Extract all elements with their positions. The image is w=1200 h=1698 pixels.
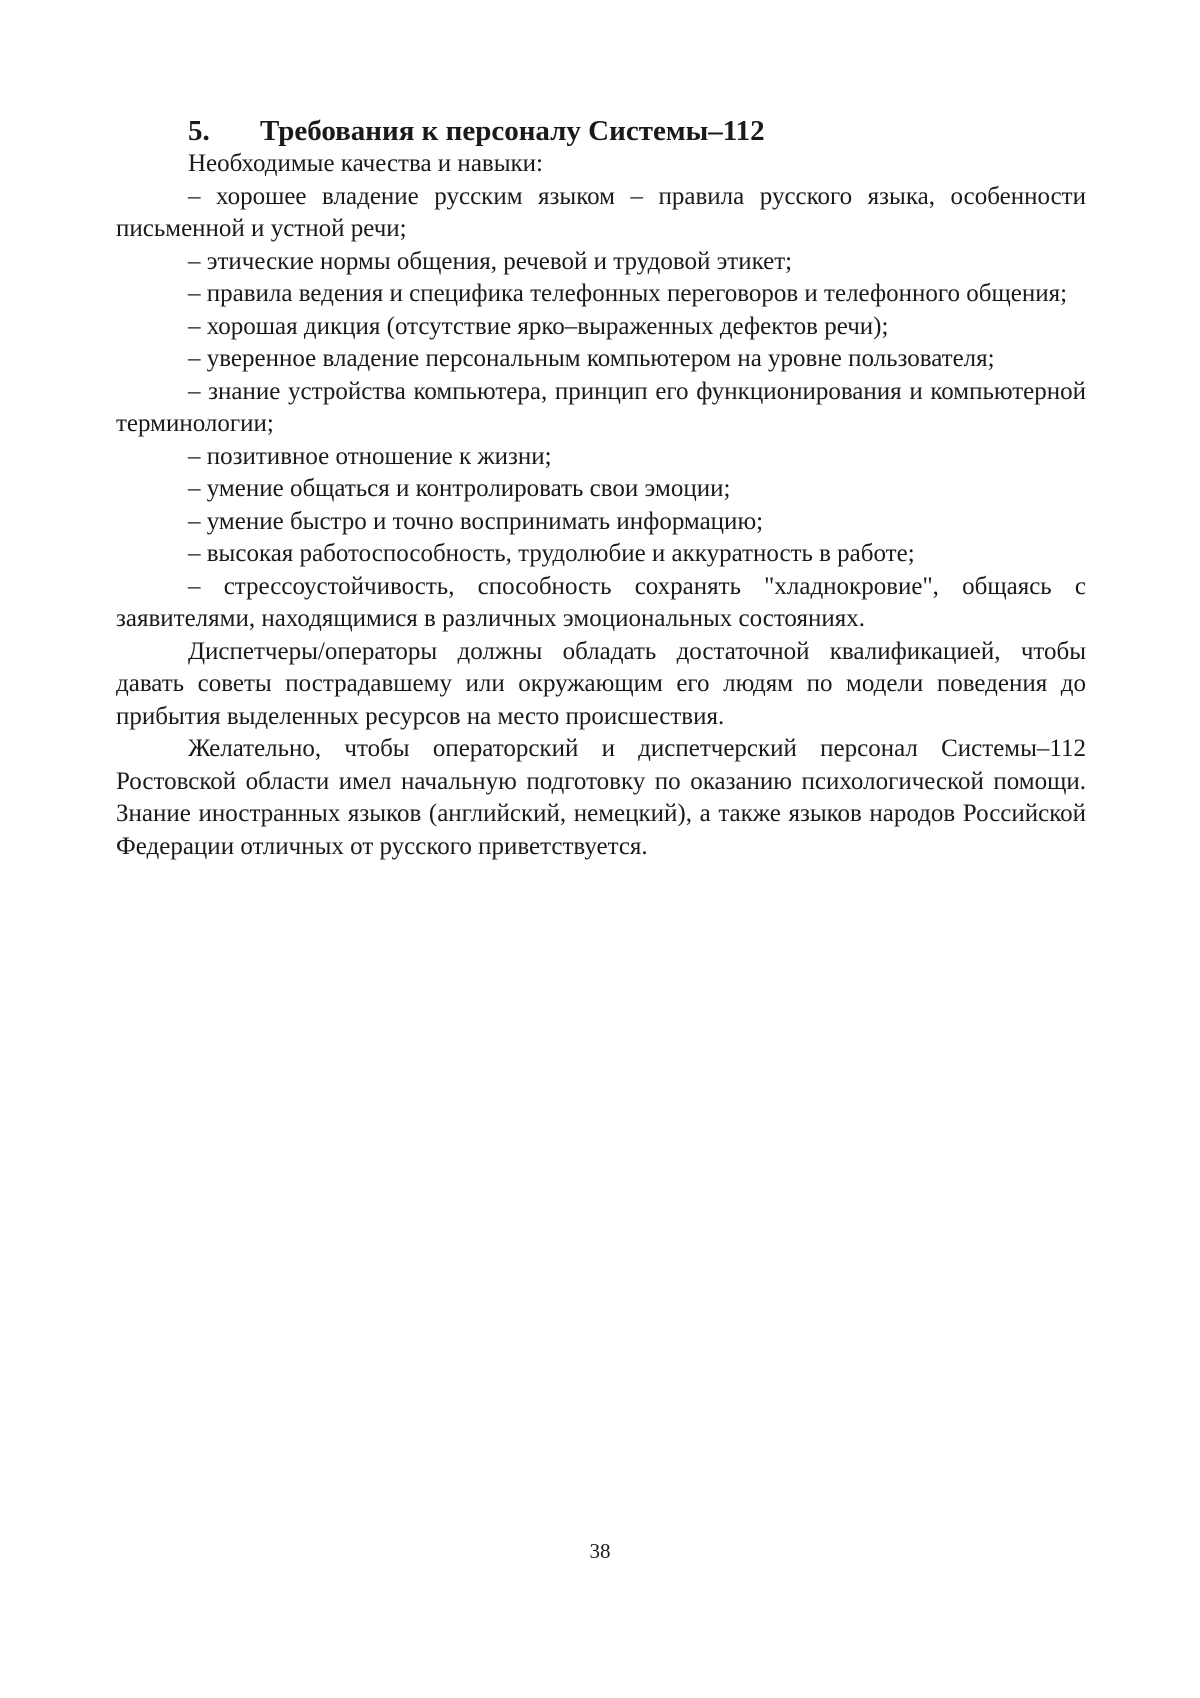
section-number: 5. <box>188 115 210 147</box>
section-title: Требования к персоналу Системы–112 <box>260 115 765 147</box>
list-item-computer-knowledge: – знание устройства компьютера, принцип его функционирования и компьютерной терминологии; <box>116 377 1086 437</box>
list-item-stress-resistance: – стрессоустойчивость, способность сохранять "хладнокровие", общаясь с заявителями, находящимися в различных эмоциональных состояниях. <box>116 572 1086 632</box>
list-item-russian-language: – хорошее владение русским языком – правила русского языка, особенности письменной и устной речи; <box>116 182 1086 242</box>
list-item-emotion-control: – умение общаться и контролировать свои эмоции; <box>188 475 731 502</box>
list-item-work-capacity: – высокая работоспособность, трудолюбие и аккуратность в работе; <box>188 540 915 567</box>
list-item-phone-rules: – правила ведения и специфика телефонных переговоров и телефонного общения; <box>188 280 1068 307</box>
paragraph-training: Желательно, чтобы операторский и диспетчерский персонал Системы–112 Ростовской области имел начальную подготовку по оказанию психологической помощи. Знание иностранных языков (английский, немецкий), а также языков народов Российской Федерации отличных от русского приветствуется. <box>116 735 1086 860</box>
list-item-perception: – умение быстро и точно воспринимать информацию; <box>188 507 764 535</box>
page-number: 38 <box>589 1539 611 1563</box>
list-item-ethics: – этические нормы общения, речевой и трудовой этикет; <box>188 247 793 275</box>
paragraph-qualification: Диспетчеры/операторы должны обладать достаточной квалификацией, чтобы давать советы пострадавшему или окружающим его людям по модели поведения до прибытия выделенных ресурсов на место происшествия. <box>116 637 1086 730</box>
list-item-positive-attitude: – позитивное отношение к жизни; <box>188 442 552 470</box>
paragraph-intro: Необходимые качества и навыки: <box>188 150 543 177</box>
list-item-diction: – хорошая дикция (отсутствие ярко–выраженных дефектов речи); <box>188 312 889 340</box>
list-item-pc-skills: – уверенное владение персональным компьютером на уровне пользователя; <box>188 345 995 372</box>
section-heading <box>116 114 1086 148</box>
page-content <box>116 114 1086 863</box>
